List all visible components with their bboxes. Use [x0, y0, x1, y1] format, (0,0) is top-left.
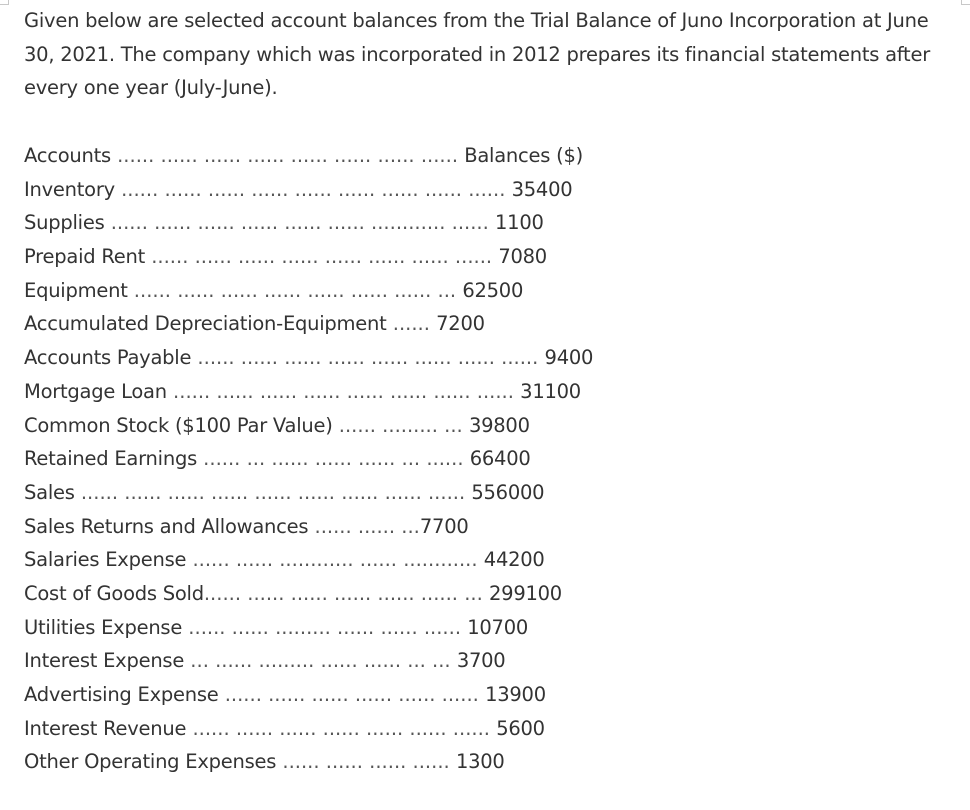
dot-leader: ...... ...... ......... ...... ...... ...... — [182, 615, 468, 639]
account-label: Accounts — [24, 144, 111, 167]
account-label: Supplies — [24, 211, 105, 235]
dot-leader: ...... ...... ...... ...... ...... ...... — [218, 683, 486, 706]
account-label: Inventory — [24, 177, 115, 201]
balance-row-interest-expense — [24, 644, 924, 678]
dot-leader: ...... ...... ...... ...... ...... ...... ...... ...... ...... — [74, 480, 472, 504]
account-value: 44200 — [483, 548, 545, 572]
account-value: Balances ($) — [464, 144, 583, 167]
account-label: Accumulated Depreciation-Equipment — [24, 312, 387, 336]
balance-row-accounts-payable — [24, 341, 924, 375]
account-value: 13900 — [485, 683, 546, 706]
page-corner-mark-right — [961, 0, 970, 5]
account-label: Cost of Goods Sold — [24, 581, 204, 605]
dot-leader: ...... — [386, 312, 437, 336]
account-value: 299100 — [489, 581, 562, 605]
balance-row-utilities-expense — [24, 611, 924, 645]
account-label: Prepaid Rent — [24, 245, 145, 269]
balance-row-interest-revenue — [24, 712, 924, 746]
dot-leader: ...... ...... ...... ...... ...... ...... ............ ...... — [104, 211, 496, 235]
account-value: 5600 — [496, 716, 545, 740]
balance-row-retained-earnings — [24, 442, 924, 476]
balance-row-supplies — [24, 206, 924, 240]
dot-leader: ...... ......... ... — [332, 413, 469, 437]
dot-leader: ...... ...... ...... ...... ...... ...... ...... ...... — [191, 346, 545, 370]
account-value: 35400 — [511, 177, 573, 201]
dot-leader: ...... ...... ...... ...... ...... ...... ...... ...... ...... — [114, 177, 512, 201]
account-value: 9400 — [544, 346, 594, 370]
balance-row-header — [24, 139, 924, 173]
balance-row-inventory — [24, 173, 924, 207]
dot-leader: ...... ...... ... — [308, 514, 420, 538]
dot-leader: ... ...... ......... ...... ...... ... ... — [184, 649, 457, 673]
account-label: Interest Revenue — [24, 716, 187, 740]
dot-leader: ...... ...... ...... ...... ...... ...... ...... ...... — [145, 245, 499, 269]
account-value: 7200 — [436, 312, 485, 336]
dot-leader: ...... ... ...... ...... ...... ... ...... — [196, 447, 470, 471]
dot-leader: ...... ...... ...... ...... ...... ...... ...... — [186, 716, 497, 740]
dot-leader: ...... ...... ............ ...... ............ — [186, 548, 484, 572]
balance-row-advertising-expense — [24, 678, 924, 712]
account-balances-list — [24, 139, 924, 779]
balance-row-common-stock — [24, 409, 924, 443]
intro-paragraph: Given below are selected account balances from the Trial Balance of Juno Incorporation at June 30, 2021. The company which was incorporated in 2012 prepares its financial statements after every one year (July-June). — [24, 9, 930, 100]
account-value: 7700 — [419, 514, 469, 538]
balance-row-salaries-expense — [24, 543, 924, 577]
account-label: Interest Expense — [24, 649, 185, 673]
account-value: 39800 — [468, 413, 530, 437]
account-label: Retained Earnings — [24, 447, 197, 471]
balance-row-sales — [24, 476, 924, 510]
balance-row-equipment — [24, 274, 924, 308]
dot-leader: ...... ...... ...... ...... ...... ...... ... — [203, 581, 489, 605]
account-label: Sales — [24, 480, 75, 504]
balance-row-sales-returns — [24, 510, 924, 544]
account-value: 66400 — [469, 447, 531, 471]
account-label: Other Operating Expenses — [24, 750, 277, 774]
account-label: Mortgage Loan — [24, 379, 167, 403]
account-label: Common Stock ($100 Par Value) — [24, 413, 333, 437]
account-label: Salaries Expense — [24, 548, 187, 572]
account-value: 1300 — [455, 750, 505, 774]
dot-leader: ...... ...... ...... ...... ...... ...... ...... ...... — [166, 379, 521, 403]
balance-row-prepaid-rent — [24, 240, 924, 274]
account-label: Utilities Expense — [24, 615, 183, 639]
account-value: 62500 — [462, 278, 524, 302]
account-label: Advertising Expense — [24, 683, 219, 706]
balance-row-cost-of-goods-sold — [24, 577, 924, 611]
dot-leader: ...... ...... ...... ...... ...... ...... ...... ... — [127, 278, 463, 302]
account-label: Accounts Payable — [24, 346, 192, 370]
account-label: Sales Returns and Allowances — [24, 514, 309, 538]
balance-row-mortgage-loan — [24, 375, 924, 409]
account-value: 1100 — [495, 211, 544, 235]
account-value: 31100 — [520, 379, 581, 403]
page-corner-mark-left — [0, 0, 9, 5]
balance-row-other-operating-expenses — [24, 745, 924, 779]
account-value: 3700 — [456, 649, 506, 673]
dot-leader: ...... ...... ...... ...... — [276, 750, 456, 774]
dot-leader: ...... ...... ...... ...... ...... ...... ...... ...... — [110, 144, 465, 167]
account-value: 556000 — [471, 480, 545, 504]
account-value: 10700 — [467, 615, 529, 639]
account-label: Equipment — [24, 278, 128, 302]
balance-row-accumulated-depreciation — [24, 307, 924, 341]
account-value: 7080 — [498, 245, 547, 269]
